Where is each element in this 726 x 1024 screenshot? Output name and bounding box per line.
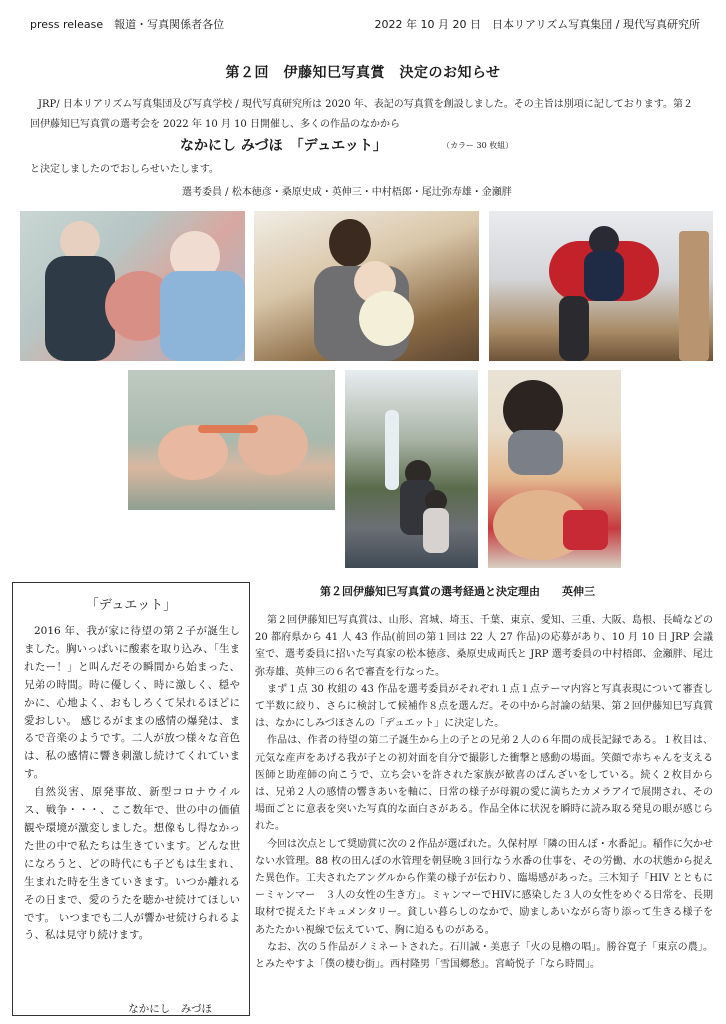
duet-paragraph: 2016 年、我が家に待望の第２子が誕生しました。胸いっぱいに酸素を取り込み、「生まれたー！」と叫んだその瞬間から始まった、兄弟の時間。時に優しく、時に激しく、穏やかに、心地よく、おもしろくて呆れるほどに愛おしい。 感じるがままの感情の爆発は、まるで音楽のようです。二人が放つ様々な音色は、私の感情に響き刺激し続けてくれています。 (24, 625, 240, 781)
photo-boy-with-phone (488, 370, 621, 568)
review-title: 第２回伊藤知巳写真賞の選考経過と決定理由 英伸三 (320, 585, 595, 598)
header-left: press release 報道・写真関係者各位 (30, 18, 225, 31)
judges-list: 選考委員 / 松本徳彦・桑原史成・英伸三・中村梧郎・尾辻弥寿雄・金瀬胖 (182, 187, 512, 198)
photo-boys-at-fountain (345, 370, 478, 568)
review-paragraph: まず１点 30 枚組の 43 作品を選考委員がそれぞれ１点１点テーマ内容と写真表現について審査して半数に絞り、さらに検討して候補作８点を選んだ。その中から討論の結果、第２回伊藤知巳写真賞は、なかにしみづほさんの「デュエット」に決定した。 (255, 683, 713, 730)
review-paragraph: 今回は次点として奨励賞に次の２作品が選ばれた。久保村厚「隣の田んぼ・水番記」。稲作に欠かせない水管理。88 枚の田んぼの水管理を朝昼晩３回行なう水番の仕事を、その労働、水の状態から捉えた異色作。工夫されたアングルから作業の様子が伝わり、臨場感があった。三木知子「HIV とともにーミャンマー ３人の女性の生き方」。ミャンマーでHIVに感染した３人の女性をめぐる日常を、長期取材で捉えたドキュメンタリー。貧しい暮らしのなかで、励ましあいながら寄り添って生きる様子をあたたかい視線で伝えていて、胸に迫るものがある。 (255, 838, 713, 936)
duet-statement (24, 623, 240, 945)
intro-paragraph: JRP/ 日本リアリズム写真集団及び写真学校 / 現代写真研究所は 2020 年、表記の写真賞を創設しました。その主旨は別項に記しております。第２回伊藤知巳写真賞の選考会を 2022 年 10 月 10 日開催し、多くの作品のなかから (30, 99, 693, 130)
winner-note: （カラー 30 枚組） (442, 141, 514, 150)
photo-birth-scene (20, 211, 245, 361)
duet-signature: なかにし みづほ (128, 1003, 212, 1015)
winner-title: なかにし みづほ 「デュエット」 (180, 138, 387, 154)
photo-hands-with-shrimp (128, 370, 335, 510)
photo-brother-holding-baby (254, 211, 479, 361)
review-paragraph: 作品は、作者の待望の第二子誕生から上の子との兄弟２人の６年間の成長記録である。１枚目は、元気な産声をあげる我が子との初対面を自分で撮影した衝撃と感動の場面。笑顔で赤ちゃんを支える医師と助産師の向こうで、立ち会いを許された家族が歓喜のばんざいをしている。続く２枚目からは、兄弟２人の感情の響きあいを軸に、日常の様子が母親の愛に満ちたカメラアイで展開され、その場面ごとに意表を突いた写真的な面白さがある。作品全体に状況を瞬時に読み取る発見の眼が感じられた。 (255, 735, 713, 833)
review-paragraph: 第２回伊藤知巳写真賞は、山形、宮城、埼玉、千葉、東京、愛知、三重、大阪、島根、長崎などの 20 都府県から 41 人 43 作品(前回の第１回は 22 人 27 作品)の応募があり、10 月 10 日 JRP 会議室で、選考委員に招いた写真家の松本徳彦、桑原史成両氏と JRP 選考委員の中村梧郎、金瀬胖、尾辻弥寿雄、英伸三の６名で審査を行なった。 (255, 615, 713, 678)
header-right: 2022 年 10 月 20 日 日本リアリズム写真集団 / 現代写真研究所 (374, 18, 700, 31)
page-title: 第２回 伊藤知巳写真賞 決定のお知らせ (225, 65, 501, 81)
duet-title: 「デュエット」 (85, 598, 177, 613)
review-body (255, 612, 713, 973)
duet-paragraph: 自然災害、原発事故、新型コロナウイルス、戦争・・・、ここ数年で、世の中の価値観や環境が激変しました。想像もし得なかった世の中で私たちは生きています。どんな世になろうと、どの時代にも子どもは生まれ、生まれた時を生きていきます。いつか離れるその日まで、愛のうたを聴かせ続けてほしいです。 いつまでも二人が響かせ続けられるよう、私は見守り続けます。 (24, 786, 240, 942)
announce-text: と決定しましたのでおしらせいたします。 (30, 164, 219, 175)
photo-jumping-boy (489, 211, 713, 361)
press-header (30, 16, 700, 34)
review-paragraph: なお、次の５作品がノミネートされた。石川誠・美恵子「火の見櫓の唱」。勝谷寛子「東京の農」。とみたやすよ「僕の棲む街」。西村隆男「雪国郷愁」。宮崎悦子「なら時間」。 (255, 941, 713, 971)
